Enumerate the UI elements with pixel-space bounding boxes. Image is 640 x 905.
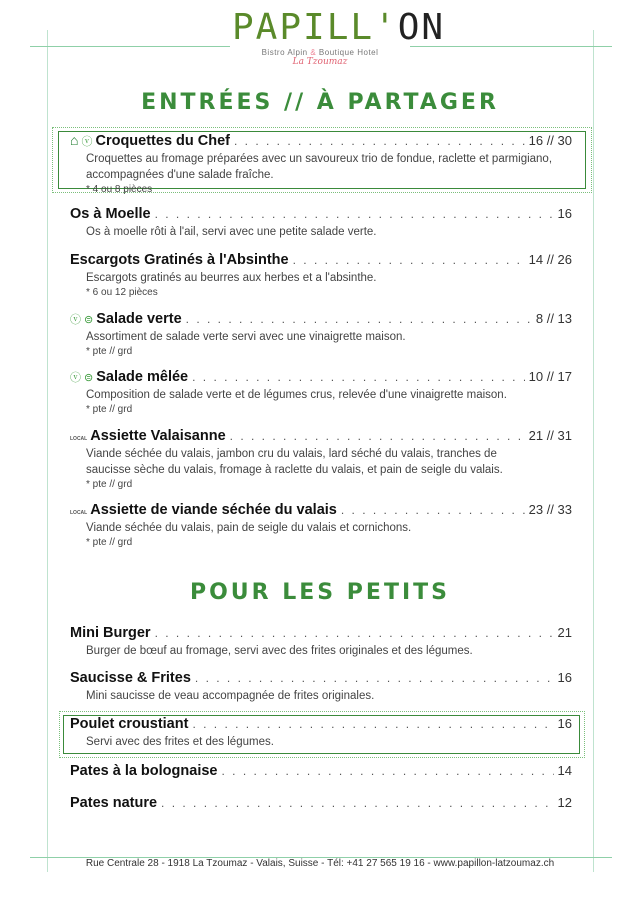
dot-leader — [155, 207, 554, 221]
item-name: Escargots Gratinés à l'Absinthe — [70, 252, 289, 268]
vegetarian-icon: ⓥ — [70, 314, 81, 326]
menu-item — [70, 311, 572, 357]
dot-leader — [155, 626, 554, 640]
item-description: Viande séchée du valais, jambon cru du valais, lard séché du valais, tranches de saucisse sèche du valais, fromage à raclette du valais, et pain de seigle du valais. — [86, 448, 503, 476]
menu-item — [70, 428, 572, 490]
dot-leader — [230, 429, 525, 443]
item-name: Mini Burger — [70, 625, 151, 641]
menu-item — [70, 252, 572, 298]
item-price: 16 // 30 — [528, 133, 572, 148]
vegan-icon: ⊜ — [84, 372, 94, 384]
item-price: 8 // 13 — [535, 311, 572, 326]
item-price: 10 // 17 — [528, 369, 572, 384]
dot-leader — [192, 370, 525, 384]
item-name: Croquettes du Chef — [95, 133, 230, 149]
item-price: 14 — [557, 763, 572, 778]
dot-leader — [234, 134, 525, 148]
house-icon: ⌂ — [70, 132, 79, 148]
right-border — [593, 30, 594, 872]
item-note: * pte // grd — [86, 537, 133, 548]
item-name: Pates à la bolognaise — [70, 763, 218, 779]
item-price: 21 // 31 — [528, 428, 572, 443]
logo: PAPILL'ON Bistro Alpin & Boutique Hotel La Tzoumaz — [232, 7, 446, 67]
item-description: Os à moelle rôti à l'ail, servi avec une petite salade verte. — [86, 226, 377, 238]
menu-item — [70, 625, 572, 659]
vegetarian-icon: ⓥ — [70, 372, 81, 384]
item-note: * pte // grd — [86, 404, 133, 415]
item-description: Viande séchée du valais, pain de seigle du valais et cornichons. — [86, 522, 412, 534]
item-note: * pte // grd — [86, 479, 133, 490]
section-title-entrees: ENTRÉES // À PARTAGER — [141, 90, 499, 115]
item-description: Servi avec des frites et des légumes. — [86, 736, 274, 748]
menu-item — [70, 795, 572, 811]
item-price: 14 // 26 — [528, 252, 572, 267]
item-description: Mini saucisse de veau accompagnée de frites originales. — [86, 690, 375, 702]
menu-item — [70, 716, 572, 750]
menu-item — [70, 369, 572, 415]
vegan-icon: ⊜ — [84, 314, 94, 326]
dot-leader — [186, 312, 532, 326]
item-name: Assiette Valaisanne — [90, 428, 226, 444]
item-price: 23 // 33 — [528, 502, 572, 517]
menu-item — [70, 206, 572, 240]
item-note: * 6 ou 12 pièces — [86, 287, 158, 298]
menu-item — [70, 502, 572, 548]
top-rule-left — [30, 46, 230, 47]
item-description: Burger de bœuf au fromage, servi avec des frites originales et des légumes. — [86, 645, 473, 657]
left-border — [47, 30, 48, 872]
dot-leader — [341, 503, 525, 517]
local-icon: LOCAL — [70, 510, 88, 516]
local-icon: LOCAL — [70, 436, 88, 442]
item-note: * 4 ou 8 pièces — [86, 184, 153, 195]
item-name: Pates nature — [70, 795, 158, 811]
vegetarian-icon: ⓥ — [81, 136, 93, 148]
item-description: Croquettes au fromage préparées avec un savoureux trio de fondue, raclette et parmigiano, accompagnées d'une salade fraîche. — [86, 153, 553, 181]
dot-leader — [293, 253, 525, 267]
item-price: 16 — [557, 206, 572, 221]
dot-leader — [221, 764, 553, 778]
item-note: * pte // grd — [86, 346, 133, 357]
dot-leader — [195, 671, 554, 685]
item-description: Composition de salade verte et de légumes crus, relevée d'une vinaigrette maison. — [86, 389, 507, 401]
item-description: Escargots gratinés au beurres aux herbes et a l'absinthe. — [86, 272, 377, 284]
section-title-petits: POUR LES PETITS — [189, 580, 451, 605]
item-name: Salade mêlée — [96, 369, 189, 385]
dot-leader — [161, 796, 553, 810]
dot-leader — [192, 717, 553, 731]
item-name: Assiette de viande séchée du valais — [90, 502, 337, 518]
item-name: Poulet croustiant — [70, 716, 189, 732]
item-price: 16 — [557, 670, 572, 685]
item-name: Saucisse & Frites — [70, 670, 191, 686]
item-price: 12 — [557, 795, 572, 810]
item-name: Salade verte — [96, 311, 182, 327]
item-price: 21 — [557, 625, 572, 640]
item-description: Assortiment de salade verte servi avec une vinaigrette maison. — [86, 331, 406, 343]
menu-item — [70, 132, 572, 195]
menu-item — [70, 763, 572, 779]
menu-item — [70, 670, 572, 704]
item-name: Os à Moelle — [70, 206, 151, 222]
item-price: 16 — [557, 716, 572, 731]
footer-contact: Rue Centrale 28 - 1918 La Tzoumaz - Valais, Suisse - Tél: +41 27 565 19 16 - www.papillon-latzoumaz.ch — [85, 858, 555, 869]
